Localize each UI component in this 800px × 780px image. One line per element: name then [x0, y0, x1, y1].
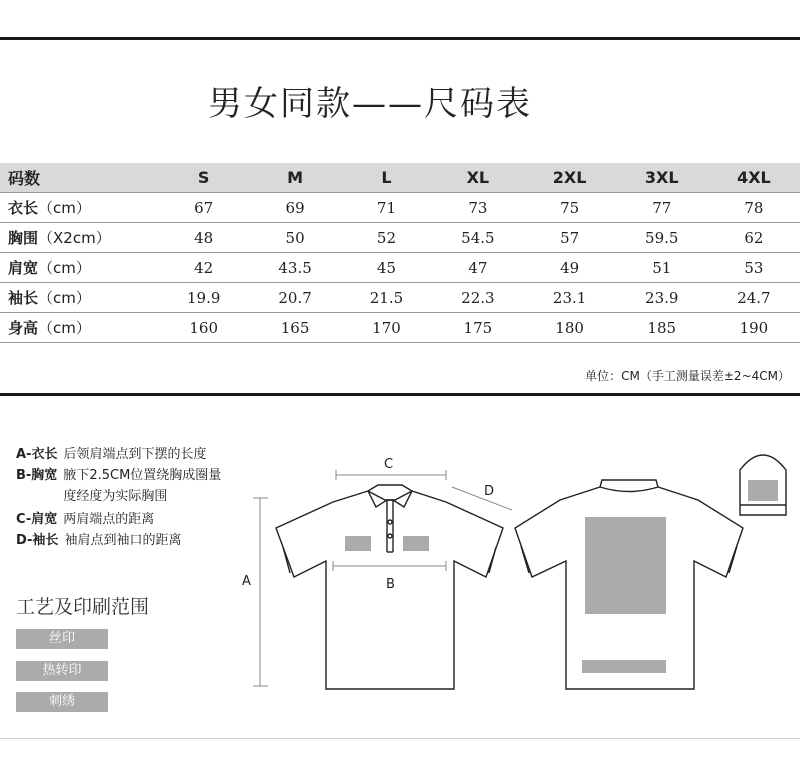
- row-label: 袖长（cm）: [0, 283, 158, 313]
- table-cell: 77: [616, 193, 708, 223]
- legend-item: B-胸宽 腋下2.5CM位置绕胸成圈量度经度为实际胸围: [16, 468, 222, 504]
- row-label: 胸围（X2cm）: [0, 223, 158, 253]
- label-a: A: [242, 574, 251, 589]
- table-cell: 47: [432, 253, 523, 283]
- legend-item: D-袖长 袖肩点到袖口的距离: [16, 533, 182, 548]
- craft-chip-screen-print: 丝印: [16, 629, 108, 649]
- measure-b-line: [333, 561, 446, 571]
- table-cell: 190: [708, 313, 800, 343]
- table-cell: 23.1: [524, 283, 616, 313]
- print-area-back-bottom: [582, 660, 666, 673]
- table-cell: 69: [249, 193, 340, 223]
- table-cell: 24.7: [708, 283, 800, 313]
- print-area-front-right: [403, 536, 429, 551]
- table-cell: 75: [524, 193, 616, 223]
- table-cell: 78: [708, 193, 800, 223]
- table-cell: 52: [341, 223, 432, 253]
- craft-title: 工艺及印刷范围: [16, 596, 150, 618]
- header-cell: 2XL: [524, 163, 616, 193]
- table-cell: 160: [158, 313, 249, 343]
- table-cell: 49: [524, 253, 616, 283]
- table-cell: 48: [158, 223, 249, 253]
- page-title: 男女同款——尺码表: [208, 84, 532, 124]
- table-cell: 43.5: [249, 253, 340, 283]
- legend-item: A-衣长 后领肩端点到下摆的长度: [16, 447, 207, 462]
- row-label: 肩宽（cm）: [0, 253, 158, 283]
- table-cell: 67: [158, 193, 249, 223]
- table-cell: 73: [432, 193, 523, 223]
- table-cell: 59.5: [616, 223, 708, 253]
- table-cell: 22.3: [432, 283, 523, 313]
- label-c: C: [384, 457, 394, 472]
- table-cell: 165: [249, 313, 340, 343]
- table-cell: 57: [524, 223, 616, 253]
- table-cell: 185: [616, 313, 708, 343]
- label-b: B: [386, 577, 395, 592]
- measure-a-line: [253, 498, 268, 686]
- print-area-cap: [748, 480, 778, 501]
- label-d: D: [484, 484, 495, 499]
- table-cell: 175: [432, 313, 523, 343]
- table-cell: 50: [249, 223, 340, 253]
- print-area-front-left: [345, 536, 371, 551]
- table-cell: 45: [341, 253, 432, 283]
- table-cell: 19.9: [158, 283, 249, 313]
- legend-item: C-肩宽 两肩端点的距离: [16, 512, 155, 527]
- header-cell: XL: [432, 163, 523, 193]
- unit-note: 单位：CM（手工测量误差±2~4CM）: [585, 369, 790, 383]
- table-cell: 53: [708, 253, 800, 283]
- header-cell: M: [249, 163, 340, 193]
- measure-d-line: [452, 487, 512, 510]
- table-cell: 21.5: [341, 283, 432, 313]
- header-cell: 码数: [0, 163, 158, 193]
- table-cell: 71: [341, 193, 432, 223]
- craft-chip-heat-transfer: 热转印: [16, 661, 108, 681]
- row-label: 身高（cm）: [0, 313, 158, 343]
- header-cell: 4XL: [708, 163, 800, 193]
- table-cell: 42: [158, 253, 249, 283]
- header-cell: 3XL: [616, 163, 708, 193]
- table-cell: 62: [708, 223, 800, 253]
- row-label: 衣长（cm）: [0, 193, 158, 223]
- table-cell: 170: [341, 313, 432, 343]
- table-cell: 180: [524, 313, 616, 343]
- table-cell: 54.5: [432, 223, 523, 253]
- table-cell: 51: [616, 253, 708, 283]
- print-area-back-main: [585, 517, 666, 614]
- table-cell: 20.7: [249, 283, 340, 313]
- header-cell: L: [341, 163, 432, 193]
- table-cell: 23.9: [616, 283, 708, 313]
- header-cell: S: [158, 163, 249, 193]
- bottom-rule: [0, 738, 800, 739]
- craft-chip-embroidery: 刺绣: [16, 692, 108, 712]
